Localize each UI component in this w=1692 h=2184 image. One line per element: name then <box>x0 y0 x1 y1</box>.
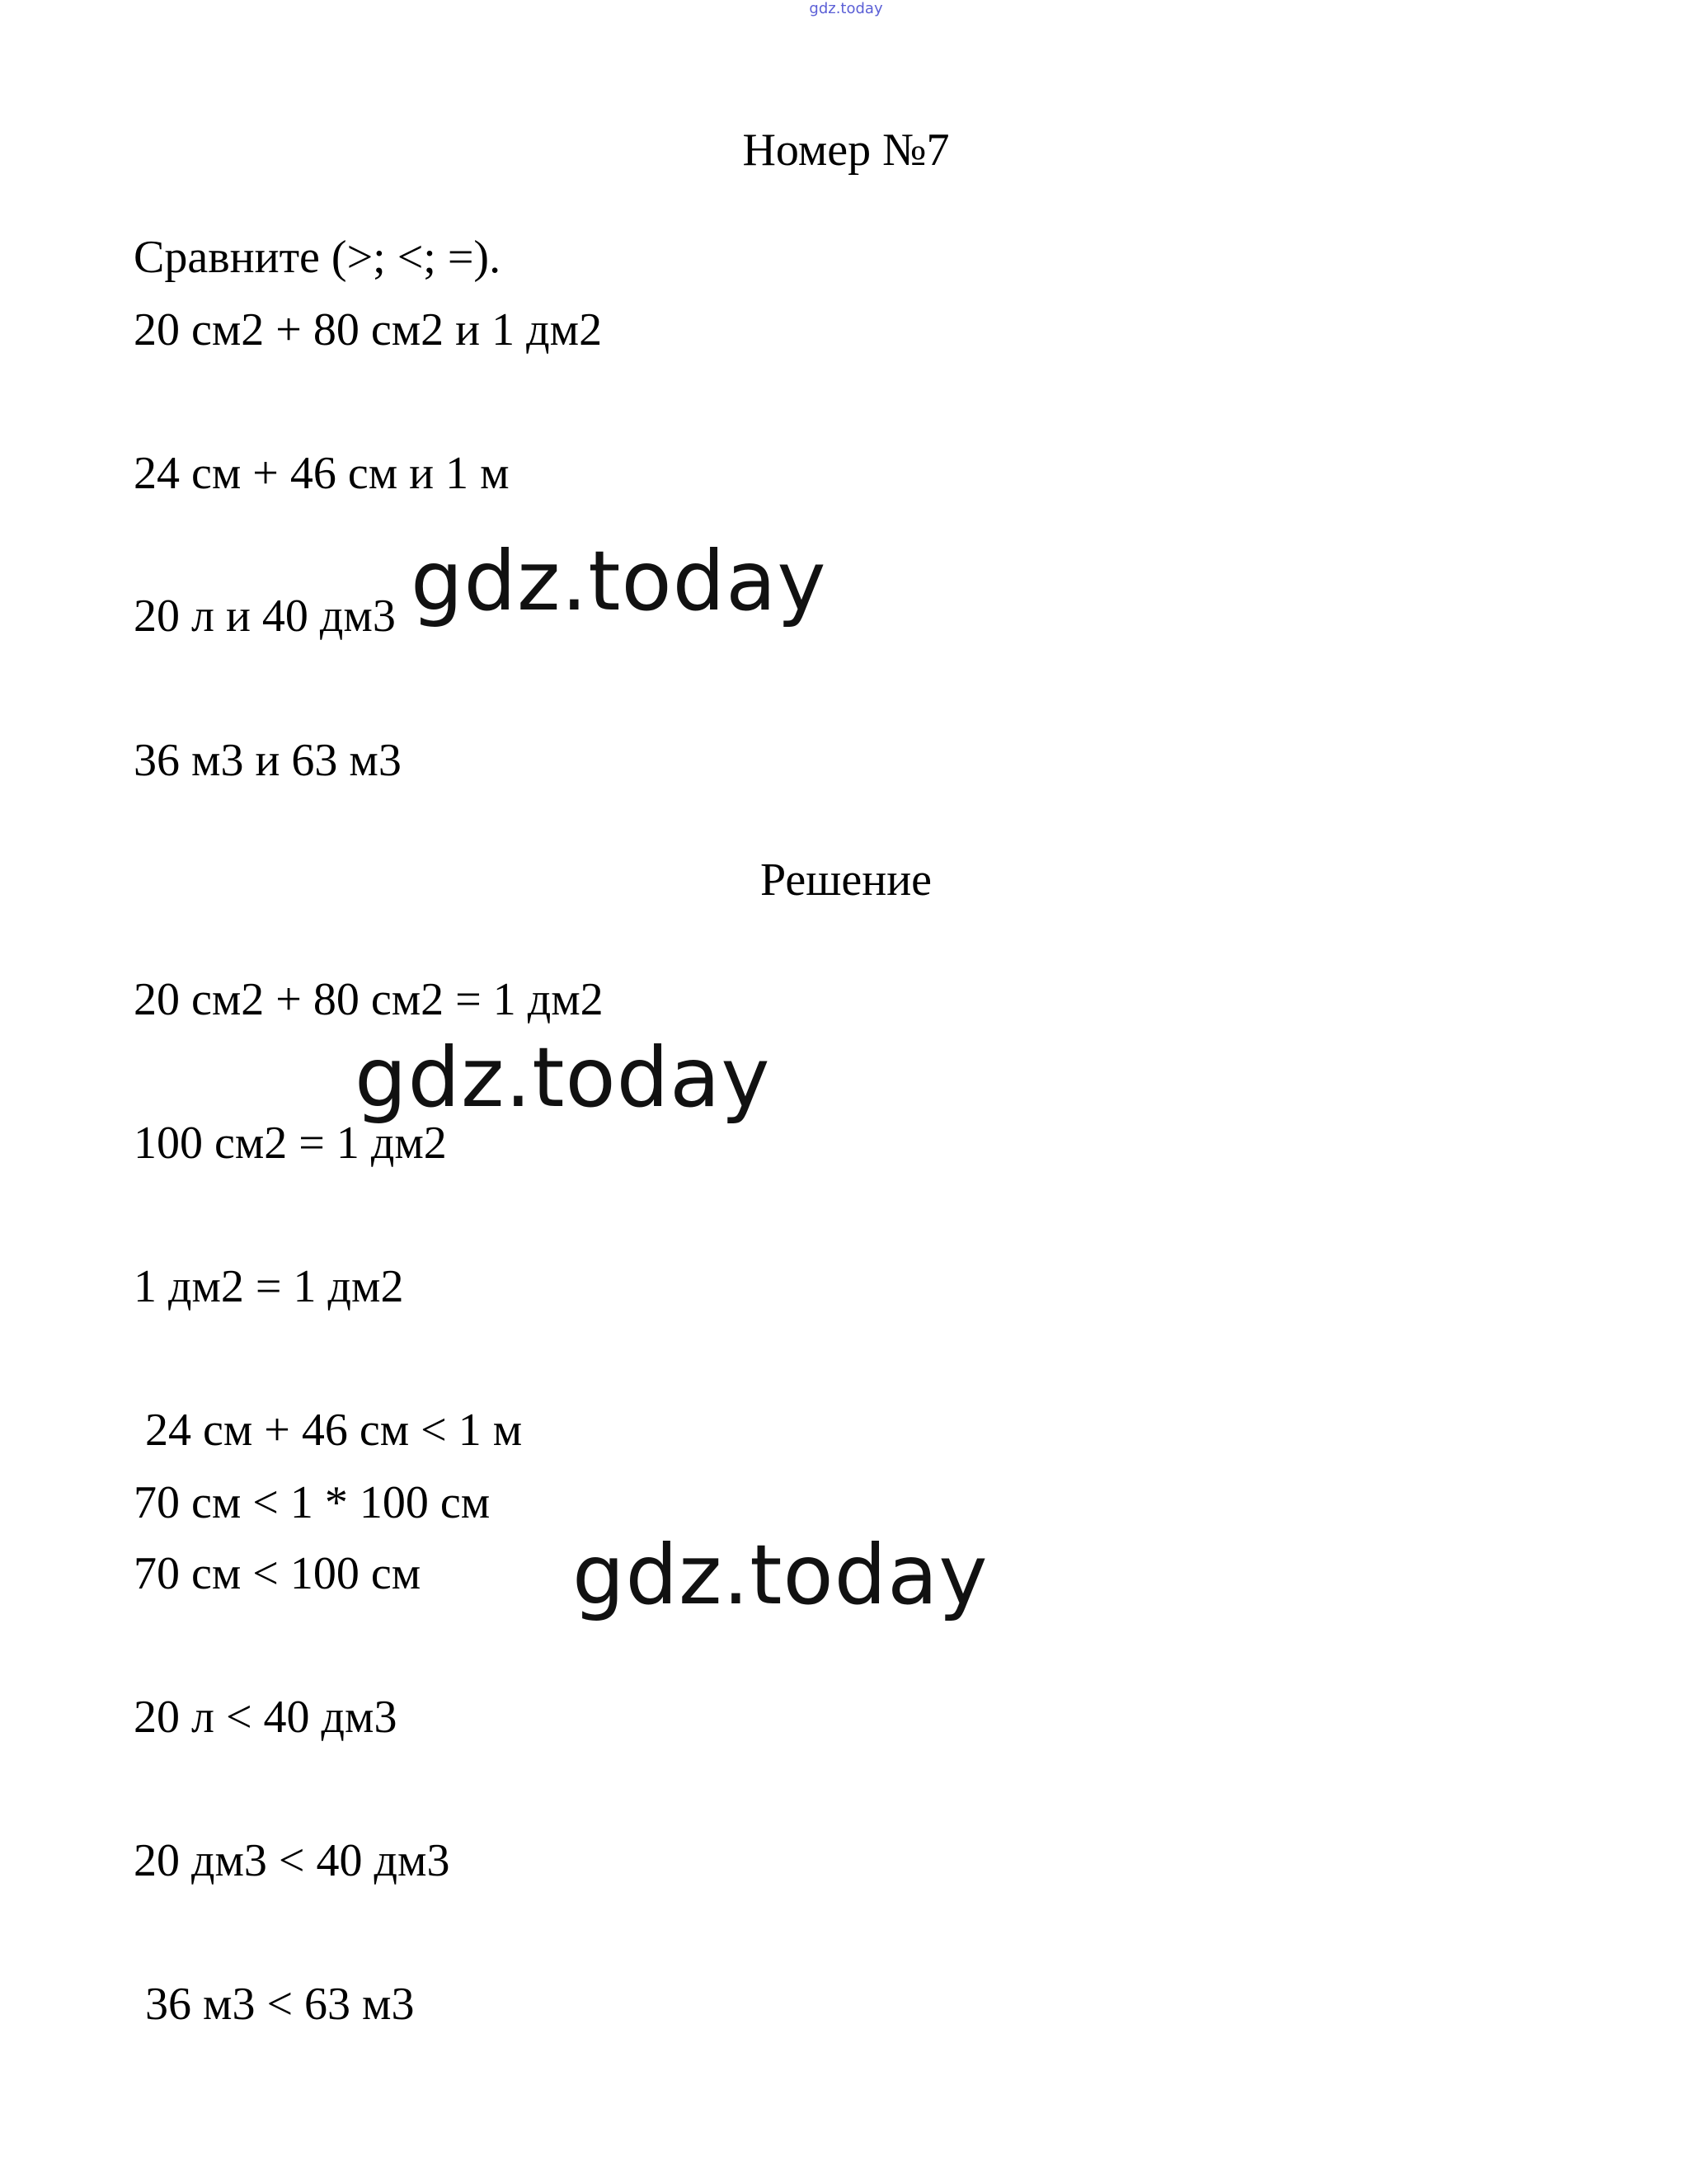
solution-line: 20 см2 + 80 см2 = 1 дм2 <box>134 974 604 1025</box>
task-item: 36 м3 и 63 м3 <box>134 735 402 786</box>
solution-line: 100 см2 = 1 дм2 <box>134 1118 447 1169</box>
solution-line: 20 л < 40 дм3 <box>134 1692 397 1743</box>
solution-line: 70 см < 1 * 100 см <box>134 1477 491 1528</box>
header-watermark: gdz.today <box>809 0 883 17</box>
solution-line: 20 дм3 < 40 дм3 <box>134 1835 450 1886</box>
watermark: gdz.today <box>572 1527 989 1623</box>
solution-title: Решение <box>759 854 933 906</box>
task-item: 20 см2 + 80 см2 и 1 дм2 <box>134 304 603 355</box>
solution-line: 1 дм2 = 1 дм2 <box>134 1261 404 1312</box>
task-item: 20 л и 40 дм3 <box>134 591 396 642</box>
solution-line: 24 см + 46 см < 1 м <box>134 1405 523 1456</box>
task-instruction: Сравните (>; <; =). <box>134 232 501 283</box>
watermark: gdz.today <box>355 1029 771 1126</box>
solution-line: 70 см < 100 см <box>134 1548 421 1599</box>
task-title: Номер №7 <box>742 125 950 176</box>
watermark: gdz.today <box>411 533 827 629</box>
solution-line: 36 м3 < 63 м3 <box>134 1979 415 2030</box>
task-item: 24 см + 46 см и 1 м <box>134 448 510 499</box>
